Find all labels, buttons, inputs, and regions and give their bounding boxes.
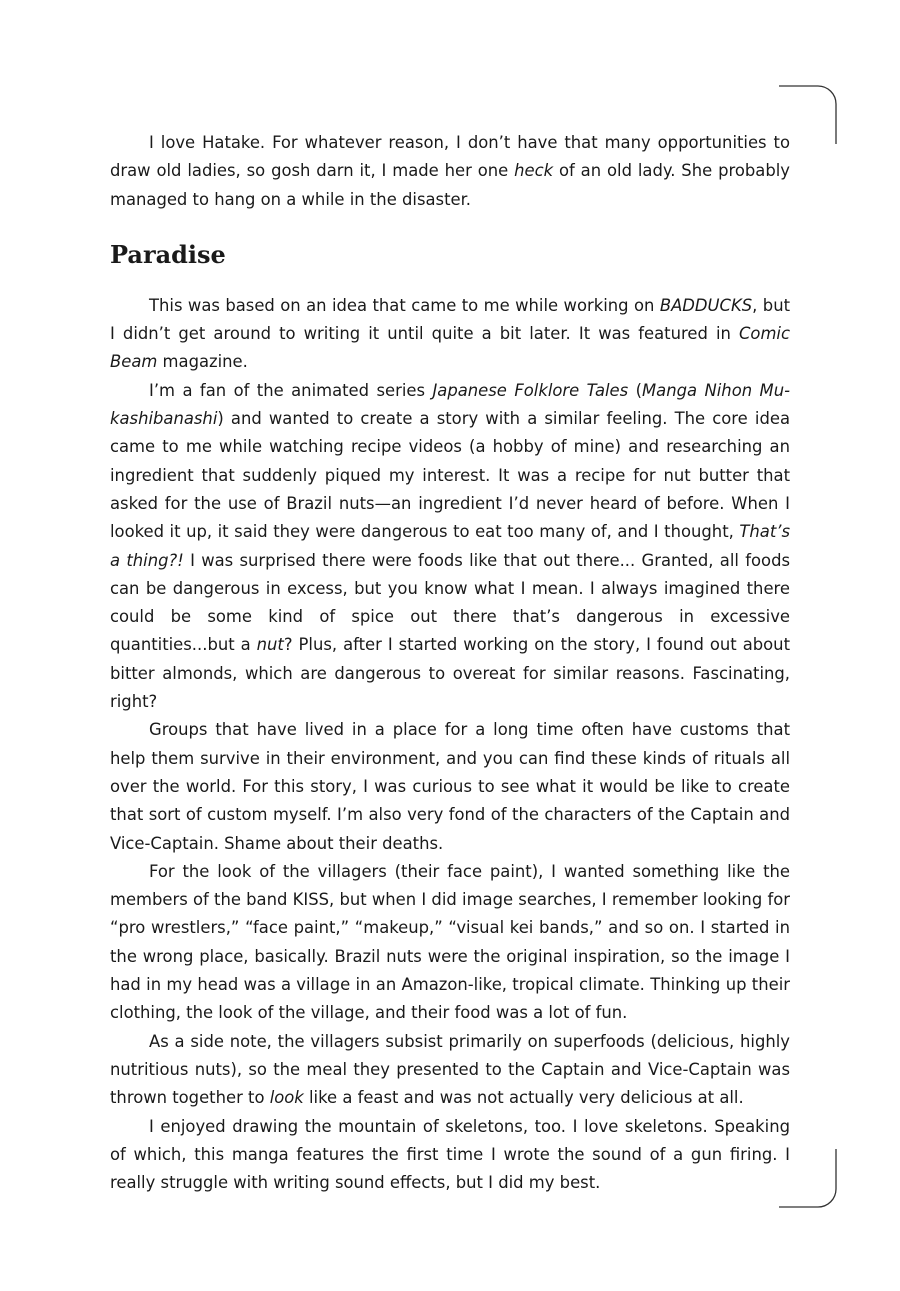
italic-text: Japanese Folklore Tales: [432, 380, 629, 400]
italic-text: look: [269, 1088, 304, 1108]
paradise-section: [110, 292, 790, 1198]
italic-text: nut: [256, 635, 284, 655]
paragraph: [110, 1028, 790, 1113]
text-run: I’m a fan of the animated series: [149, 380, 433, 400]
italic-text: Comic Beam: [110, 324, 790, 372]
text-run: of an old lady. She probably managed to hang on a while in the disaster.: [110, 161, 790, 209]
italic-text: Manga Nihon Mukashibanashi: [110, 380, 790, 429]
text-run: ) and wanted to create a story with a similar feeling. The core idea came to me while watching recipe videos (a hobby of mine) and researching an ingredient that suddenly piqued my interest. It was a recipe for nut butter that asked for the use of Brazil nuts—an ingredient I’d never heard of before. When I looked it up, it said they were dangerous to eat too many of, and I thought,: [110, 409, 790, 542]
italic-text: That’s a thing?!: [110, 522, 790, 570]
text-run: magazine.: [157, 352, 248, 372]
text-run: I enjoyed drawing the mountain of skeletons, too. I love skeletons. Speaking of which, this manga features the first time I wrote the sound of a gun firing. I really struggle with writing sound effects, but I did my best.: [110, 1116, 790, 1193]
text-run: Groups that have lived in a place for a long time often have customs that help them survive in their environment, and you can find these kinds of rituals all over the world. For this story, I was curious to see what it would be like to create that sort of custom myself. I’m also very fond of the characters of the Captain and Vice-Captain. Shame about their deaths.: [110, 720, 790, 853]
paragraph: [110, 292, 790, 377]
paragraph: [110, 716, 790, 857]
text-run: , but I didn’t get around to writing it until quite a bit later. It was featured in: [110, 295, 791, 344]
paragraph: [110, 858, 790, 1028]
paragraph: [110, 129, 790, 214]
italic-text: BADDUCKS: [659, 295, 753, 315]
text-run: This was based on an idea that came to me while working on: [149, 295, 660, 315]
text-run: like a feast and was not actually very delicious at all.: [303, 1088, 744, 1108]
text-run: I was surprised there were foods like that out there... Granted, all foods can be dangerous in excess, but you know what I mean. I always imagined there could be some kind of spice out there that’s dangerous in excessive quantities...but a: [110, 550, 791, 655]
page-body: [110, 129, 790, 1197]
intro-section: [110, 129, 790, 214]
text-run: (: [628, 380, 643, 400]
text-run: For the look of the villagers (their face paint), I wanted something like the members of the band KISS, but when I did image searches, I remember looking for “pro wrestlers,” “face paint,” “makeup,” “visual kei bands,” and so on. I started in the wrong place, basically. Brazil nuts were the original inspiration, so the image I had in my head was a village in an Amazon-like, tropical climate. Thinking up their clothing, the look of the village, and their food was a lot of fun.: [110, 861, 790, 1023]
text-run: As a side note, the villagers subsist primarily on superfoods (delicious, highly nutritious nuts), so the meal they presented to the Captain and Vice-Captain was thrown together to: [110, 1031, 790, 1108]
paragraph: [110, 1113, 790, 1198]
paragraph: [110, 377, 790, 717]
section-heading: Paradise: [110, 239, 226, 269]
italic-text: heck: [514, 161, 554, 181]
text-run: ? Plus, after I started working on the story, I found out about bitter almonds, which are dangerous to overeat for similar reasons. Fascinating, right?: [110, 635, 790, 712]
text-run: I love Hatake. For whatever reason, I don’t have that many opportunities to draw old ladies, so gosh darn it, I made her one: [110, 133, 790, 181]
